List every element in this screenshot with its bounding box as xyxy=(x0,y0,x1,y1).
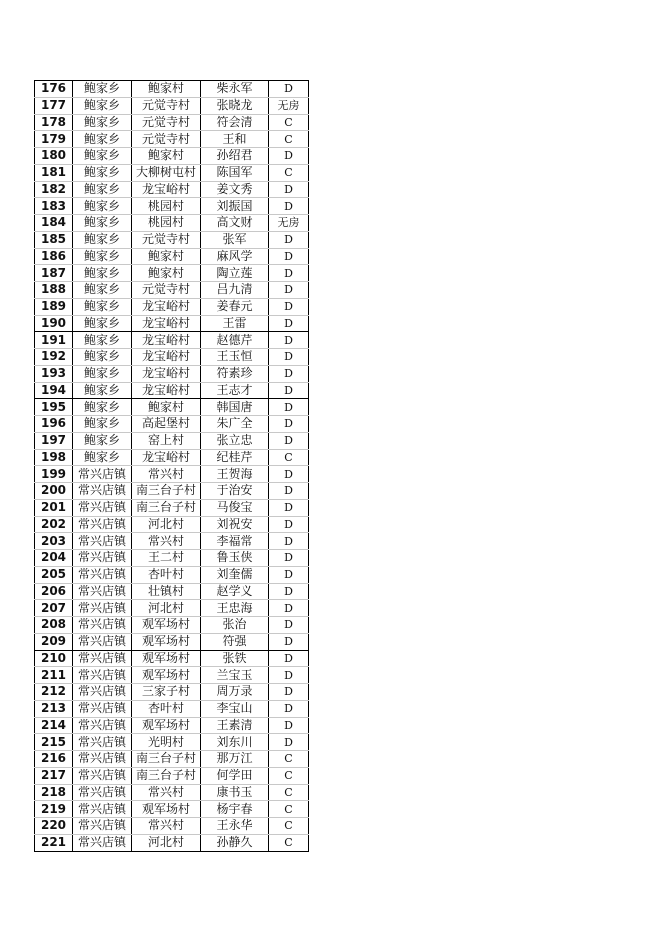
township-cell[interactable]: 常兴店镇 xyxy=(73,650,132,667)
table-row xyxy=(35,700,309,717)
grade-cell[interactable]: D xyxy=(269,583,309,600)
township-cell[interactable]: 常兴店镇 xyxy=(73,600,132,617)
grade-cell[interactable]: C xyxy=(269,449,309,466)
grade-cell[interactable]: C xyxy=(269,114,309,131)
table-row xyxy=(35,332,309,349)
person-name-cell[interactable]: 那万江 xyxy=(201,751,269,768)
grade-cell[interactable]: D xyxy=(269,516,309,533)
table-row xyxy=(35,215,309,232)
row-number-cell[interactable]: 212 xyxy=(35,684,73,701)
grade-cell[interactable]: D xyxy=(269,566,309,583)
table-row xyxy=(35,382,309,399)
person-name-cell[interactable]: 朱广全 xyxy=(201,416,269,433)
person-name-cell[interactable]: 陈国军 xyxy=(201,164,269,181)
township-cell[interactable]: 常兴店镇 xyxy=(73,483,132,500)
grade-cell[interactable]: D xyxy=(269,198,309,215)
township-cell[interactable]: 常兴店镇 xyxy=(73,667,132,684)
person-name-cell[interactable]: 刘东川 xyxy=(201,734,269,751)
row-number-cell[interactable]: 207 xyxy=(35,600,73,617)
row-number-cell[interactable]: 208 xyxy=(35,617,73,634)
township-cell[interactable]: 鲍家乡 xyxy=(73,382,132,399)
grade-cell[interactable]: D xyxy=(269,499,309,516)
village-cell[interactable]: 鲍家村 xyxy=(132,248,201,265)
person-name-cell[interactable]: 陶立莲 xyxy=(201,265,269,282)
grade-cell[interactable]: 无房 xyxy=(269,97,309,114)
village-cell[interactable]: 南三台子村 xyxy=(132,751,201,768)
person-name-cell[interactable]: 赵德芹 xyxy=(201,332,269,349)
township-cell[interactable]: 鲍家乡 xyxy=(73,164,132,181)
grade-cell[interactable]: D xyxy=(269,650,309,667)
grade-cell[interactable]: D xyxy=(269,684,309,701)
village-cell[interactable]: 龙宝峪村 xyxy=(132,181,201,198)
row-number-cell[interactable]: 176 xyxy=(35,81,73,98)
row-number-cell[interactable]: 196 xyxy=(35,416,73,433)
table-row xyxy=(35,181,309,198)
village-cell[interactable]: 元觉寺村 xyxy=(132,282,201,299)
village-cell[interactable]: 观军场村 xyxy=(132,633,201,650)
row-number-cell[interactable]: 178 xyxy=(35,114,73,131)
village-cell[interactable]: 鲍家村 xyxy=(132,265,201,282)
table-row xyxy=(35,633,309,650)
village-cell[interactable]: 观军场村 xyxy=(132,717,201,734)
grade-cell[interactable]: D xyxy=(269,298,309,315)
person-name-cell[interactable]: 刘祝安 xyxy=(201,516,269,533)
table-row xyxy=(35,97,309,114)
person-name-cell[interactable]: 符强 xyxy=(201,633,269,650)
table-row xyxy=(35,265,309,282)
grade-cell[interactable]: D xyxy=(269,365,309,382)
person-name-cell[interactable]: 何学田 xyxy=(201,767,269,784)
row-number-cell[interactable]: 214 xyxy=(35,717,73,734)
village-cell[interactable]: 常兴村 xyxy=(132,784,201,801)
table-row xyxy=(35,818,309,835)
township-cell[interactable]: 常兴店镇 xyxy=(73,751,132,768)
village-cell[interactable]: 鲍家村 xyxy=(132,148,201,165)
row-number-cell[interactable]: 185 xyxy=(35,231,73,248)
table-row xyxy=(35,533,309,550)
township-cell[interactable]: 鲍家乡 xyxy=(73,181,132,198)
village-cell[interactable]: 桃园村 xyxy=(132,215,201,232)
village-cell[interactable]: 元觉寺村 xyxy=(132,131,201,148)
row-number-cell[interactable]: 189 xyxy=(35,298,73,315)
grade-cell[interactable]: D xyxy=(269,399,309,416)
row-number-cell[interactable]: 218 xyxy=(35,784,73,801)
township-cell[interactable]: 常兴店镇 xyxy=(73,734,132,751)
grade-cell[interactable]: D xyxy=(269,416,309,433)
township-cell[interactable]: 常兴店镇 xyxy=(73,717,132,734)
person-name-cell[interactable]: 张治 xyxy=(201,617,269,634)
village-cell[interactable]: 观军场村 xyxy=(132,617,201,634)
grade-cell[interactable]: D xyxy=(269,349,309,366)
village-cell[interactable]: 观军场村 xyxy=(132,801,201,818)
table-row xyxy=(35,365,309,382)
row-number-cell[interactable]: 193 xyxy=(35,365,73,382)
township-cell[interactable]: 鲍家乡 xyxy=(73,97,132,114)
grade-cell[interactable]: D xyxy=(269,734,309,751)
person-name-cell[interactable]: 孙静久 xyxy=(201,834,269,851)
village-cell[interactable]: 龙宝峪村 xyxy=(132,298,201,315)
township-cell[interactable]: 鲍家乡 xyxy=(73,198,132,215)
row-number-cell[interactable]: 201 xyxy=(35,499,73,516)
table-row xyxy=(35,416,309,433)
table-body xyxy=(35,81,309,852)
village-cell[interactable]: 常兴村 xyxy=(132,533,201,550)
township-cell[interactable]: 常兴店镇 xyxy=(73,767,132,784)
row-number-cell[interactable]: 186 xyxy=(35,248,73,265)
village-cell[interactable]: 大柳树屯村 xyxy=(132,164,201,181)
village-cell[interactable]: 南三台子村 xyxy=(132,483,201,500)
township-cell[interactable]: 鲍家乡 xyxy=(73,148,132,165)
row-number-cell[interactable]: 206 xyxy=(35,583,73,600)
person-name-cell[interactable]: 符会清 xyxy=(201,114,269,131)
township-cell[interactable]: 鲍家乡 xyxy=(73,231,132,248)
person-name-cell[interactable]: 韩国唐 xyxy=(201,399,269,416)
village-cell[interactable]: 龙宝峪村 xyxy=(132,365,201,382)
row-number-cell[interactable]: 197 xyxy=(35,432,73,449)
row-number-cell[interactable]: 184 xyxy=(35,215,73,232)
township-cell[interactable]: 鲍家乡 xyxy=(73,399,132,416)
row-number-cell[interactable]: 199 xyxy=(35,466,73,483)
grade-cell[interactable]: C xyxy=(269,767,309,784)
person-name-cell[interactable]: 张晓龙 xyxy=(201,97,269,114)
row-number-cell[interactable]: 221 xyxy=(35,834,73,851)
village-cell[interactable]: 龙宝峪村 xyxy=(132,332,201,349)
township-cell[interactable]: 鲍家乡 xyxy=(73,248,132,265)
township-cell[interactable]: 常兴店镇 xyxy=(73,533,132,550)
grade-cell[interactable]: D xyxy=(269,617,309,634)
person-name-cell[interactable]: 刘振国 xyxy=(201,198,269,215)
table-row xyxy=(35,583,309,600)
table-row xyxy=(35,667,309,684)
person-name-cell[interactable]: 王玉恒 xyxy=(201,349,269,366)
village-cell[interactable]: 窑上村 xyxy=(132,432,201,449)
person-name-cell[interactable]: 李福常 xyxy=(201,533,269,550)
grade-cell[interactable]: C xyxy=(269,834,309,851)
township-cell[interactable]: 常兴店镇 xyxy=(73,700,132,717)
row-number-cell[interactable]: 192 xyxy=(35,349,73,366)
row-number-cell[interactable]: 181 xyxy=(35,164,73,181)
village-cell[interactable]: 元觉寺村 xyxy=(132,114,201,131)
table-row xyxy=(35,550,309,567)
village-cell[interactable]: 河北村 xyxy=(132,600,201,617)
village-cell[interactable]: 元觉寺村 xyxy=(132,97,201,114)
table-row xyxy=(35,784,309,801)
village-cell[interactable]: 龙宝峪村 xyxy=(132,382,201,399)
table-row xyxy=(35,164,309,181)
village-cell[interactable]: 鲍家村 xyxy=(132,399,201,416)
township-cell[interactable]: 鲍家乡 xyxy=(73,298,132,315)
village-cell[interactable]: 杏叶村 xyxy=(132,700,201,717)
person-name-cell[interactable]: 王忠海 xyxy=(201,600,269,617)
village-cell[interactable]: 南三台子村 xyxy=(132,499,201,516)
person-name-cell[interactable]: 刘奎儒 xyxy=(201,566,269,583)
table-row xyxy=(35,399,309,416)
grade-cell[interactable]: D xyxy=(269,600,309,617)
township-cell[interactable]: 鲍家乡 xyxy=(73,282,132,299)
village-cell[interactable]: 河北村 xyxy=(132,834,201,851)
grade-cell[interactable]: 无房 xyxy=(269,215,309,232)
person-name-cell[interactable]: 张立忠 xyxy=(201,432,269,449)
person-name-cell[interactable]: 王志才 xyxy=(201,382,269,399)
grade-cell[interactable]: D xyxy=(269,231,309,248)
row-number-cell[interactable]: 200 xyxy=(35,483,73,500)
grade-cell[interactable]: D xyxy=(269,533,309,550)
table-row xyxy=(35,684,309,701)
person-name-cell[interactable]: 赵学义 xyxy=(201,583,269,600)
row-number-cell[interactable]: 210 xyxy=(35,650,73,667)
person-name-cell[interactable]: 王和 xyxy=(201,131,269,148)
table-row xyxy=(35,717,309,734)
grade-cell[interactable]: D xyxy=(269,382,309,399)
row-number-cell[interactable]: 188 xyxy=(35,282,73,299)
township-cell[interactable]: 鲍家乡 xyxy=(73,332,132,349)
table-row xyxy=(35,449,309,466)
grade-cell[interactable]: D xyxy=(269,717,309,734)
township-cell[interactable]: 鲍家乡 xyxy=(73,432,132,449)
row-number-cell[interactable]: 203 xyxy=(35,533,73,550)
person-name-cell[interactable]: 麻风学 xyxy=(201,248,269,265)
row-number-cell[interactable]: 187 xyxy=(35,265,73,282)
township-cell[interactable]: 常兴店镇 xyxy=(73,834,132,851)
row-number-cell[interactable]: 198 xyxy=(35,449,73,466)
person-name-cell[interactable]: 王素清 xyxy=(201,717,269,734)
row-number-cell[interactable]: 195 xyxy=(35,399,73,416)
grade-cell[interactable]: D xyxy=(269,332,309,349)
township-cell[interactable]: 常兴店镇 xyxy=(73,633,132,650)
grade-cell[interactable]: D xyxy=(269,81,309,98)
village-cell[interactable]: 三家子村 xyxy=(132,684,201,701)
grade-cell[interactable]: D xyxy=(269,248,309,265)
row-number-cell[interactable]: 205 xyxy=(35,566,73,583)
table-row xyxy=(35,466,309,483)
township-cell[interactable]: 鲍家乡 xyxy=(73,81,132,98)
household-table xyxy=(34,80,309,852)
grade-cell[interactable]: C xyxy=(269,131,309,148)
row-number-cell[interactable]: 217 xyxy=(35,767,73,784)
row-number-cell[interactable]: 220 xyxy=(35,818,73,835)
person-name-cell[interactable]: 李宝山 xyxy=(201,700,269,717)
township-cell[interactable]: 鲍家乡 xyxy=(73,215,132,232)
person-name-cell[interactable]: 王永华 xyxy=(201,818,269,835)
person-name-cell[interactable]: 姜文秀 xyxy=(201,181,269,198)
row-number-cell[interactable]: 202 xyxy=(35,516,73,533)
row-number-cell[interactable]: 180 xyxy=(35,148,73,165)
township-cell[interactable]: 常兴店镇 xyxy=(73,818,132,835)
person-name-cell[interactable]: 张军 xyxy=(201,231,269,248)
township-cell[interactable]: 常兴店镇 xyxy=(73,801,132,818)
village-cell[interactable]: 桃园村 xyxy=(132,198,201,215)
row-number-cell[interactable]: 190 xyxy=(35,315,73,332)
grade-cell[interactable]: C xyxy=(269,801,309,818)
person-name-cell[interactable]: 孙绍君 xyxy=(201,148,269,165)
township-cell[interactable]: 常兴店镇 xyxy=(73,516,132,533)
township-cell[interactable]: 鲍家乡 xyxy=(73,349,132,366)
table-row xyxy=(35,600,309,617)
township-cell[interactable]: 常兴店镇 xyxy=(73,617,132,634)
village-cell[interactable]: 观军场村 xyxy=(132,650,201,667)
township-cell[interactable]: 鲍家乡 xyxy=(73,131,132,148)
grade-cell[interactable]: D xyxy=(269,315,309,332)
table-row xyxy=(35,315,309,332)
grade-cell[interactable]: C xyxy=(269,784,309,801)
row-number-cell[interactable]: 215 xyxy=(35,734,73,751)
row-number-cell[interactable]: 194 xyxy=(35,382,73,399)
village-cell[interactable]: 南三台子村 xyxy=(132,767,201,784)
township-cell[interactable]: 鲍家乡 xyxy=(73,114,132,131)
grade-cell[interactable]: C xyxy=(269,751,309,768)
row-number-cell[interactable]: 183 xyxy=(35,198,73,215)
village-cell[interactable]: 壮镇村 xyxy=(132,583,201,600)
person-name-cell[interactable]: 符素珍 xyxy=(201,365,269,382)
village-cell[interactable]: 常兴村 xyxy=(132,466,201,483)
village-cell[interactable]: 杏叶村 xyxy=(132,566,201,583)
table-row xyxy=(35,751,309,768)
row-number-cell[interactable]: 209 xyxy=(35,633,73,650)
row-number-cell[interactable]: 216 xyxy=(35,751,73,768)
person-name-cell[interactable]: 柴永军 xyxy=(201,81,269,98)
person-name-cell[interactable]: 兰宝玉 xyxy=(201,667,269,684)
village-cell[interactable]: 龙宝峪村 xyxy=(132,449,201,466)
table-row xyxy=(35,198,309,215)
row-number-cell[interactable]: 179 xyxy=(35,131,73,148)
person-name-cell[interactable]: 张铁 xyxy=(201,650,269,667)
village-cell[interactable]: 王二村 xyxy=(132,550,201,567)
table-row xyxy=(35,516,309,533)
township-cell[interactable]: 鲍家乡 xyxy=(73,315,132,332)
table-row xyxy=(35,131,309,148)
person-name-cell[interactable]: 鲁玉侠 xyxy=(201,550,269,567)
township-cell[interactable]: 鲍家乡 xyxy=(73,365,132,382)
row-number-cell[interactable]: 204 xyxy=(35,550,73,567)
table-row xyxy=(35,834,309,851)
row-number-cell[interactable]: 213 xyxy=(35,700,73,717)
township-cell[interactable]: 常兴店镇 xyxy=(73,684,132,701)
village-cell[interactable]: 龙宝峪村 xyxy=(132,315,201,332)
grade-cell[interactable]: D xyxy=(269,466,309,483)
row-number-cell[interactable]: 177 xyxy=(35,97,73,114)
township-cell[interactable]: 鲍家乡 xyxy=(73,449,132,466)
table-row xyxy=(35,282,309,299)
table-row xyxy=(35,248,309,265)
person-name-cell[interactable]: 杨宇春 xyxy=(201,801,269,818)
grade-cell[interactable]: D xyxy=(269,483,309,500)
township-cell[interactable]: 常兴店镇 xyxy=(73,566,132,583)
row-number-cell[interactable]: 219 xyxy=(35,801,73,818)
table-row xyxy=(35,231,309,248)
table-row xyxy=(35,114,309,131)
table-row xyxy=(35,617,309,634)
row-number-cell[interactable]: 182 xyxy=(35,181,73,198)
grade-cell[interactable]: C xyxy=(269,164,309,181)
table-row xyxy=(35,483,309,500)
grade-cell[interactable]: D xyxy=(269,633,309,650)
table-row xyxy=(35,767,309,784)
grade-cell[interactable]: D xyxy=(269,282,309,299)
township-cell[interactable]: 常兴店镇 xyxy=(73,499,132,516)
person-name-cell[interactable]: 王贺海 xyxy=(201,466,269,483)
grade-cell[interactable]: D xyxy=(269,148,309,165)
grade-cell[interactable]: D xyxy=(269,550,309,567)
table-row xyxy=(35,566,309,583)
grade-cell[interactable]: D xyxy=(269,181,309,198)
person-name-cell[interactable]: 纪桂芹 xyxy=(201,449,269,466)
person-name-cell[interactable]: 姜春元 xyxy=(201,298,269,315)
person-name-cell[interactable]: 吕九清 xyxy=(201,282,269,299)
row-number-cell[interactable]: 191 xyxy=(35,332,73,349)
person-name-cell[interactable]: 周万录 xyxy=(201,684,269,701)
township-cell[interactable]: 常兴店镇 xyxy=(73,550,132,567)
grade-cell[interactable]: D xyxy=(269,700,309,717)
grade-cell[interactable]: D xyxy=(269,432,309,449)
table-row xyxy=(35,432,309,449)
table-row xyxy=(35,349,309,366)
grade-cell[interactable]: C xyxy=(269,818,309,835)
village-cell[interactable]: 高起堡村 xyxy=(132,416,201,433)
table-row xyxy=(35,499,309,516)
village-cell[interactable]: 观军场村 xyxy=(132,667,201,684)
person-name-cell[interactable]: 马俊宝 xyxy=(201,499,269,516)
village-cell[interactable]: 光明村 xyxy=(132,734,201,751)
table-row xyxy=(35,298,309,315)
village-cell[interactable]: 河北村 xyxy=(132,516,201,533)
row-number-cell[interactable]: 211 xyxy=(35,667,73,684)
table-row xyxy=(35,650,309,667)
township-cell[interactable]: 常兴店镇 xyxy=(73,583,132,600)
person-name-cell[interactable]: 王雷 xyxy=(201,315,269,332)
table-row xyxy=(35,734,309,751)
person-name-cell[interactable]: 于治安 xyxy=(201,483,269,500)
grade-cell[interactable]: D xyxy=(269,265,309,282)
township-cell[interactable]: 鲍家乡 xyxy=(73,265,132,282)
grade-cell[interactable]: D xyxy=(269,667,309,684)
village-cell[interactable]: 常兴村 xyxy=(132,818,201,835)
township-cell[interactable]: 常兴店镇 xyxy=(73,466,132,483)
township-cell[interactable]: 常兴店镇 xyxy=(73,784,132,801)
village-cell[interactable]: 元觉寺村 xyxy=(132,231,201,248)
person-name-cell[interactable]: 康书玉 xyxy=(201,784,269,801)
village-cell[interactable]: 鲍家村 xyxy=(132,81,201,98)
village-cell[interactable]: 龙宝峪村 xyxy=(132,349,201,366)
township-cell[interactable]: 鲍家乡 xyxy=(73,416,132,433)
table-row xyxy=(35,81,309,98)
person-name-cell[interactable]: 高文财 xyxy=(201,215,269,232)
table-row xyxy=(35,148,309,165)
table-row xyxy=(35,801,309,818)
